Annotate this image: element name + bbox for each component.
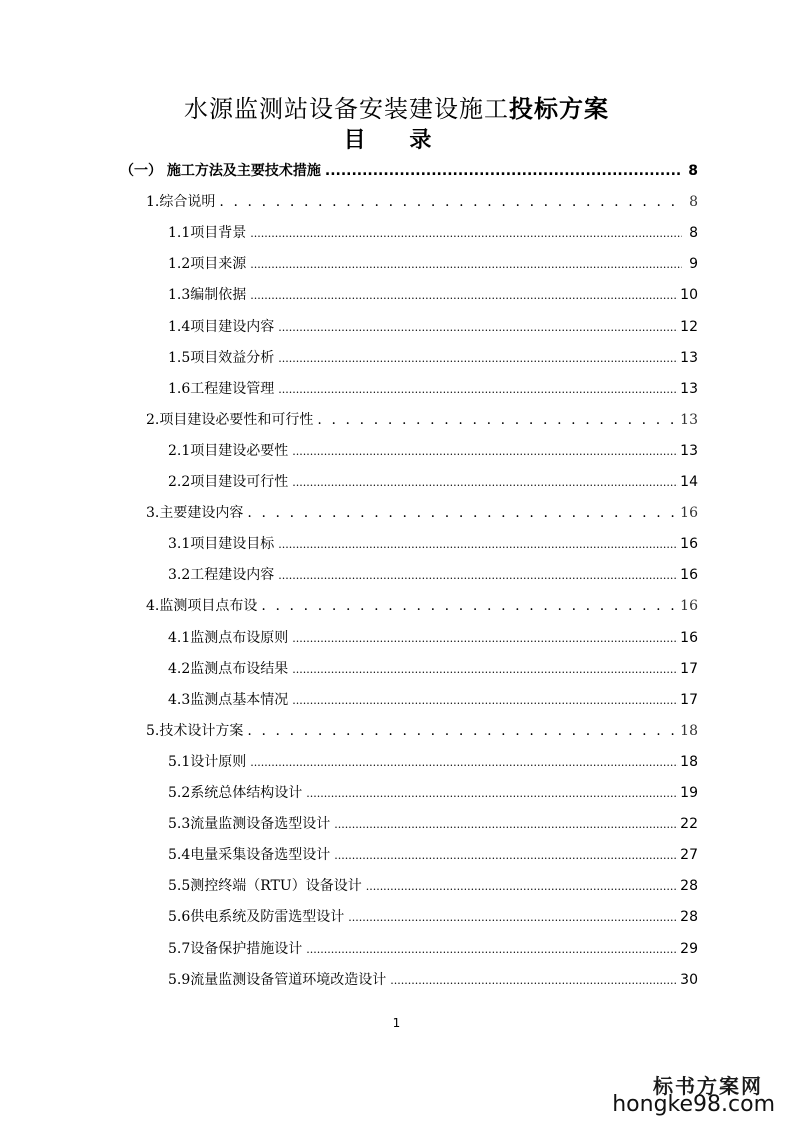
toc-entry-title: 1.3编制依据	[168, 287, 247, 303]
toc-entry-page: 13	[680, 443, 698, 459]
toc-dot-leader	[250, 750, 678, 774]
toc-entry-title: 1.5项目效益分析	[168, 350, 275, 366]
toc-entry-title: 5.4电量采集设备选型设计	[168, 847, 331, 863]
toc-dot-leader	[325, 159, 682, 183]
toc-entry-page: 16	[680, 630, 698, 646]
toc-entry-page: 12	[680, 319, 698, 335]
document-title-normal: 水源监测站设备安装建设施工	[184, 95, 509, 123]
toc-entry-page: 28	[680, 878, 698, 894]
toc-dot-leader	[306, 937, 678, 961]
toc-entry-page: 8	[688, 163, 698, 179]
toc-entry[interactable]	[168, 905, 698, 929]
toc-entry-page: 22	[680, 816, 698, 832]
toc-entry-title: 5.9流量监测设备管道环境改造设计	[168, 972, 387, 988]
toc-entry-page: 17	[680, 661, 698, 677]
toc-entry-page: 16	[680, 505, 698, 521]
toc-entry[interactable]	[168, 688, 698, 712]
toc-entry-title: 5.7设备保护措施设计	[168, 941, 303, 957]
page-number: 1	[392, 1016, 401, 1030]
toc-entry[interactable]	[168, 750, 698, 774]
toc-entry-page: 13	[680, 412, 698, 428]
toc-entry-page: 18	[680, 754, 698, 770]
toc-entry[interactable]	[146, 594, 698, 618]
toc-dot-leader	[278, 532, 678, 556]
toc-entry-title: 1.综合说明	[146, 194, 216, 210]
toc-entry[interactable]	[168, 563, 698, 587]
toc-entry[interactable]	[168, 968, 698, 992]
toc-entry-page: 14	[680, 474, 698, 490]
toc-dot-leader	[278, 563, 678, 587]
toc-entry-title: 3.主要建设内容	[146, 505, 244, 521]
toc-entry-title: （一） 施工方法及主要技术措施	[120, 163, 321, 179]
toc-entry[interactable]	[168, 377, 698, 401]
toc-entry-title: 1.1项目背景	[168, 225, 247, 241]
toc-entry-title: 1.2项目来源	[168, 256, 247, 272]
toc-entry[interactable]	[168, 439, 698, 463]
toc-entry[interactable]	[146, 190, 698, 214]
toc-entry-page: 13	[680, 350, 698, 366]
toc-entry[interactable]	[168, 657, 698, 681]
toc-entry[interactable]	[168, 843, 698, 867]
toc-dot-leader	[250, 252, 682, 276]
toc-entry-title: 4.3监测点基本情况	[168, 692, 289, 708]
toc-entry[interactable]	[168, 252, 698, 276]
watermark-url: hongke98.com	[612, 1092, 775, 1117]
toc-entry[interactable]	[168, 532, 698, 556]
toc-entry[interactable]	[146, 719, 698, 743]
toc-entry[interactable]	[120, 159, 698, 183]
toc-entry-title: 1.6工程建设管理	[168, 381, 275, 397]
toc-entry-page: 19	[680, 785, 698, 801]
toc-dot-leader	[250, 283, 678, 307]
toc-entry-page: 16	[680, 567, 698, 583]
toc-dot-leader	[292, 626, 678, 650]
toc-entry-title: 5.2系统总体结构设计	[168, 785, 303, 801]
toc-dot-leader	[306, 781, 678, 805]
toc-entry-title: 5.6供电系统及防雷选型设计	[168, 909, 345, 925]
toc-entry[interactable]	[168, 781, 698, 805]
toc-dot-leader	[261, 594, 678, 618]
toc-entry[interactable]	[168, 812, 698, 836]
toc-entry-page: 28	[680, 909, 698, 925]
toc-entry[interactable]	[168, 346, 698, 370]
toc-entry-title: 1.4项目建设内容	[168, 319, 275, 335]
toc-dot-leader	[334, 812, 678, 836]
toc-entry-title: 5.1设计原则	[168, 754, 247, 770]
document-title	[0, 92, 793, 126]
toc-dot-leader	[247, 719, 678, 743]
toc-dot-leader	[366, 874, 678, 898]
document-title-bold: 投标方案	[509, 95, 609, 123]
toc-entry-page: 29	[680, 941, 698, 957]
toc-entry-title: 4.监测项目点布设	[146, 598, 258, 614]
toc-entry[interactable]	[168, 626, 698, 650]
toc-entry-page: 13	[680, 381, 698, 397]
toc-entry[interactable]	[168, 937, 698, 961]
toc-entry[interactable]	[146, 408, 698, 432]
toc-dot-leader	[292, 657, 678, 681]
toc-dot-leader	[278, 377, 678, 401]
toc-entry[interactable]	[168, 315, 698, 339]
toc-entry-title: 2.1项目建设必要性	[168, 443, 289, 459]
toc-dot-leader	[317, 408, 678, 432]
toc-entry-page: 8	[689, 194, 698, 210]
toc-entry-page: 30	[680, 972, 698, 988]
toc-entry[interactable]	[168, 221, 698, 245]
toc-entry-title: 3.1项目建设目标	[168, 536, 275, 552]
toc-entry-title: 2.2项目建设可行性	[168, 474, 289, 490]
toc-dot-leader	[292, 470, 678, 494]
toc-entry-title: 2.项目建设必要性和可行性	[146, 412, 314, 428]
toc-entry[interactable]	[168, 874, 698, 898]
toc-entry-title: 5.5测控终端（RTU）设备设计	[168, 878, 362, 894]
toc-entry-title: 5.技术设计方案	[146, 723, 244, 739]
toc-entry-title: 4.1监测点布设原则	[168, 630, 289, 646]
toc-entry-title: 3.2工程建设内容	[168, 567, 275, 583]
toc-entry-page: 16	[680, 536, 698, 552]
toc-dot-leader	[247, 501, 678, 525]
toc-entry-title: 5.3流量监测设备选型设计	[168, 816, 331, 832]
toc-dot-leader	[390, 968, 678, 992]
toc-heading: 目 录	[343, 128, 450, 153]
toc-entry-page: 10	[680, 287, 698, 303]
toc-entry[interactable]	[168, 283, 698, 307]
toc-entry-title: 4.2监测点布设结果	[168, 661, 289, 677]
toc-dot-leader	[219, 190, 682, 214]
toc-dot-leader	[292, 439, 678, 463]
toc-dot-leader	[278, 346, 678, 370]
toc-dot-leader	[334, 843, 678, 867]
toc-dot-leader	[348, 905, 678, 929]
toc-dot-leader	[278, 315, 678, 339]
toc-entry-page: 16	[680, 598, 698, 614]
toc-entry-page: 27	[680, 847, 698, 863]
toc-dot-leader	[250, 221, 682, 245]
toc-dot-leader	[292, 688, 678, 712]
toc-entry-page: 8	[689, 225, 698, 241]
toc-entry[interactable]	[168, 470, 698, 494]
watermark-chinese: 标书方案网	[653, 1074, 763, 1098]
toc-entry-page: 17	[680, 692, 698, 708]
toc-entry-page: 9	[689, 256, 698, 272]
toc-entry-page: 18	[680, 723, 698, 739]
toc-entry[interactable]	[146, 501, 698, 525]
